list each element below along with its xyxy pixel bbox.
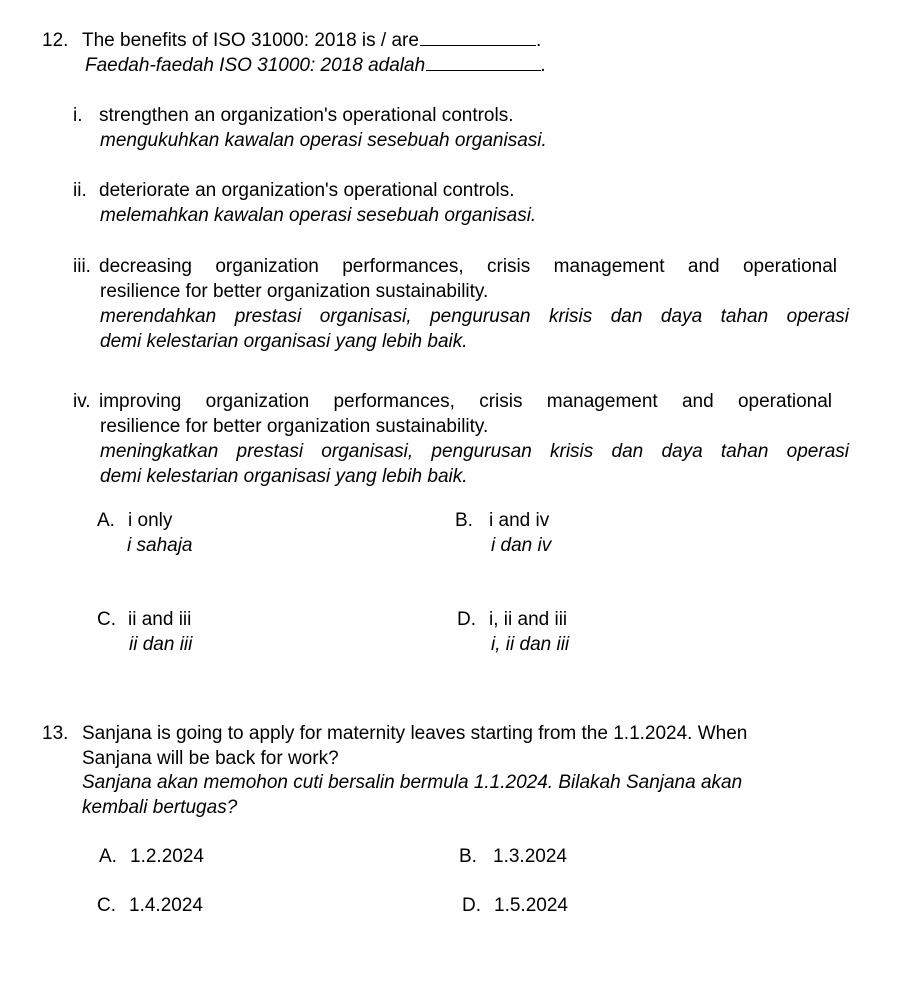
option-letter: B. [455, 510, 473, 531]
option-text-ms: i dan iv [491, 535, 552, 556]
item-label: ii. [73, 180, 87, 201]
question-stem-en: The benefits of ISO 31000: 2018 is / are . [82, 30, 542, 51]
option-letter: A. [97, 510, 115, 531]
question-stem-en: Sanjana is going to apply for maternity leaves starting from the 1.1.2024. When [82, 723, 748, 744]
item-text-ms: merendahkan prestasi organisasi, pengurusan krisis dan daya tahan operasi [100, 306, 849, 327]
option-text: 1.5.2024 [494, 895, 568, 916]
item-text-ms: demi kelestarian organisasi yang lebih baik. [100, 466, 468, 487]
item-label: i. [73, 105, 83, 126]
option-letter: D. [462, 895, 481, 916]
question-stem-en: Sanjana will be back for work? [82, 748, 339, 769]
item-text-en: deteriorate an organization's operational controls. [99, 180, 515, 201]
item-text-ms: meningkatkan prestasi organisasi, pengurusan krisis dan daya tahan operasi [100, 441, 849, 462]
option-text-ms: ii dan iii [129, 634, 193, 655]
question-stem-ms: Faedah-faedah ISO 31000: 2018 adalah . [85, 55, 547, 76]
option-text-ms: i, ii dan iii [491, 634, 570, 655]
question-number: 12. [42, 30, 69, 51]
item-label: iv. [73, 391, 91, 412]
option-text: 1.2.2024 [130, 846, 204, 867]
question-number: 13. [42, 723, 69, 744]
question-stem-ms: kembali bertugas? [82, 797, 238, 818]
option-text-ms: i sahaja [127, 535, 193, 556]
option-letter: C. [97, 895, 116, 916]
option-letter: D. [457, 609, 476, 630]
item-text-en: resilience for better organization sustainability. [100, 416, 489, 437]
item-text-ms: demi kelestarian organisasi yang lebih baik. [100, 331, 468, 352]
option-letter: C. [97, 609, 116, 630]
option-letter: A. [99, 846, 117, 867]
option-text-en: i and iv [489, 510, 550, 531]
answer-blank [420, 30, 536, 46]
question-stem-ms: Sanjana akan memohon cuti bersalin bermula 1.1.2024. Bilakah Sanjana akan [82, 772, 743, 793]
item-text-en: improving organization performances, crisis management and operational [99, 391, 832, 412]
item-text-en: resilience for better organization sustainability. [100, 281, 489, 302]
option-text-en: ii and iii [128, 609, 192, 630]
option-text: 1.3.2024 [493, 846, 567, 867]
option-text-en: i only [128, 510, 173, 531]
option-text: 1.4.2024 [129, 895, 203, 916]
item-text-ms: melemahkan kawalan operasi sesebuah organisasi. [100, 205, 537, 226]
item-text-en: strengthen an organization's operational controls. [99, 105, 514, 126]
item-text-en: decreasing organization performances, crisis management and operational [99, 256, 837, 277]
item-text-ms: mengukuhkan kawalan operasi sesebuah organisasi. [100, 130, 547, 151]
option-text-en: i, ii and iii [489, 609, 568, 630]
item-label: iii. [73, 256, 91, 277]
answer-blank [426, 55, 541, 71]
option-letter: B. [459, 846, 477, 867]
